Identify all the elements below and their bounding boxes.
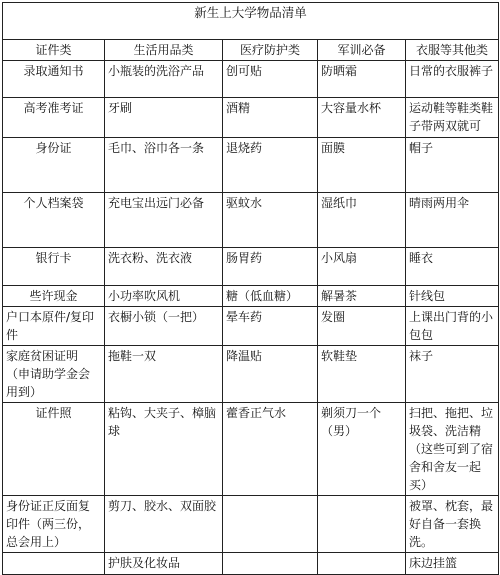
table-row bbox=[3, 286, 499, 307]
cell-daily: 小功率吹风机 bbox=[105, 286, 223, 307]
table-row bbox=[3, 193, 499, 248]
header-military-training: 军训必备 bbox=[318, 40, 406, 61]
cell-clothes: 被罩、枕套，最好自备一套换洗。 bbox=[406, 496, 499, 553]
cell-daily: 剪刀、胶水、双面胶 bbox=[105, 496, 223, 553]
cell-medical: 肠胃药 bbox=[223, 248, 318, 286]
cell-documents: 高考准考证 bbox=[3, 98, 105, 138]
cell-daily: 牙刷 bbox=[105, 98, 223, 138]
cell-medical: 驱蚊水 bbox=[223, 193, 318, 248]
cell-training bbox=[318, 553, 406, 575]
cell-medical: 藿香正气水 bbox=[223, 403, 318, 496]
cell-clothes: 袜子 bbox=[406, 346, 499, 403]
cell-daily: 毛巾、浴巾各一条 bbox=[105, 138, 223, 193]
cell-training: 防晒霜 bbox=[318, 61, 406, 98]
cell-training: 湿纸巾 bbox=[318, 193, 406, 248]
cell-training: 面膜 bbox=[318, 138, 406, 193]
cell-training bbox=[318, 496, 406, 553]
table-row bbox=[3, 248, 499, 286]
header-documents: 证件类 bbox=[3, 40, 105, 61]
cell-medical: 降温贴 bbox=[223, 346, 318, 403]
cell-clothes: 帽子 bbox=[406, 138, 499, 193]
cell-documents: 个人档案袋 bbox=[3, 193, 105, 248]
table-row bbox=[3, 553, 499, 575]
cell-medical: 糖（低血糖） bbox=[223, 286, 318, 307]
cell-training: 解暑茶 bbox=[318, 286, 406, 307]
table-row bbox=[3, 307, 499, 346]
table-row bbox=[3, 403, 499, 496]
cell-daily: 充电宝出远门必备 bbox=[105, 193, 223, 248]
cell-documents: 银行卡 bbox=[3, 248, 105, 286]
cell-documents: 身份证正反面复印件（两三份，总会用上） bbox=[3, 496, 105, 553]
cell-medical: 酒精 bbox=[223, 98, 318, 138]
table-row bbox=[3, 138, 499, 193]
table-row bbox=[3, 496, 499, 553]
cell-documents: 身份证 bbox=[3, 138, 105, 193]
cell-clothes: 床边挂篮 bbox=[406, 553, 499, 575]
cell-documents: 录取通知书 bbox=[3, 61, 105, 98]
cell-clothes: 扫把、拖把、垃圾袋、洗洁精（这些可到了宿舍和舍友一起买） bbox=[406, 403, 499, 496]
cell-medical: 退烧药 bbox=[223, 138, 318, 193]
cell-training: 发圈 bbox=[318, 307, 406, 346]
cell-training: 剃须刀一个（男） bbox=[318, 403, 406, 496]
header-clothes-and-other: 衣服等其他类 bbox=[406, 40, 499, 61]
header-medical-protection: 医疗防护类 bbox=[223, 40, 318, 61]
cell-clothes: 日常的衣服裤子 bbox=[406, 61, 499, 98]
cell-clothes: 上课出门背的小包包 bbox=[406, 307, 499, 346]
cell-clothes: 针线包 bbox=[406, 286, 499, 307]
cell-medical: 创可贴 bbox=[223, 61, 318, 98]
cell-documents: 证件照 bbox=[3, 403, 105, 496]
sheet-title: 新生上大学物品清单 bbox=[3, 3, 499, 40]
cell-medical bbox=[223, 496, 318, 553]
cell-documents bbox=[3, 553, 105, 575]
table-row bbox=[3, 98, 499, 138]
header-daily-necessities: 生活用品类 bbox=[105, 40, 223, 61]
cell-medical: 晕车药 bbox=[223, 307, 318, 346]
cell-documents: 些许现金 bbox=[3, 286, 105, 307]
cell-training: 小风扇 bbox=[318, 248, 406, 286]
cell-documents: 家庭贫困证明（申请助学金会用到） bbox=[3, 346, 105, 403]
cell-training: 软鞋垫 bbox=[318, 346, 406, 403]
cell-daily: 洗衣粉、洗衣液 bbox=[105, 248, 223, 286]
table-row bbox=[3, 61, 499, 98]
cell-clothes: 睡衣 bbox=[406, 248, 499, 286]
cell-training: 大容量水杯 bbox=[318, 98, 406, 138]
cell-clothes: 晴雨两用伞 bbox=[406, 193, 499, 248]
cell-daily: 粘钩、大夹子、樟脑球 bbox=[105, 403, 223, 496]
cell-daily: 拖鞋一双 bbox=[105, 346, 223, 403]
checklist-table bbox=[2, 2, 499, 575]
cell-documents: 户口本原件/复印件 bbox=[3, 307, 105, 346]
cell-daily: 护肤及化妆品 bbox=[105, 553, 223, 575]
table-row bbox=[3, 346, 499, 403]
cell-daily: 衣橱小锁（一把） bbox=[105, 307, 223, 346]
cell-medical bbox=[223, 553, 318, 575]
cell-clothes: 运动鞋等鞋类鞋子带两双就可 bbox=[406, 98, 499, 138]
cell-daily: 小瓶装的洗浴产品 bbox=[105, 61, 223, 98]
